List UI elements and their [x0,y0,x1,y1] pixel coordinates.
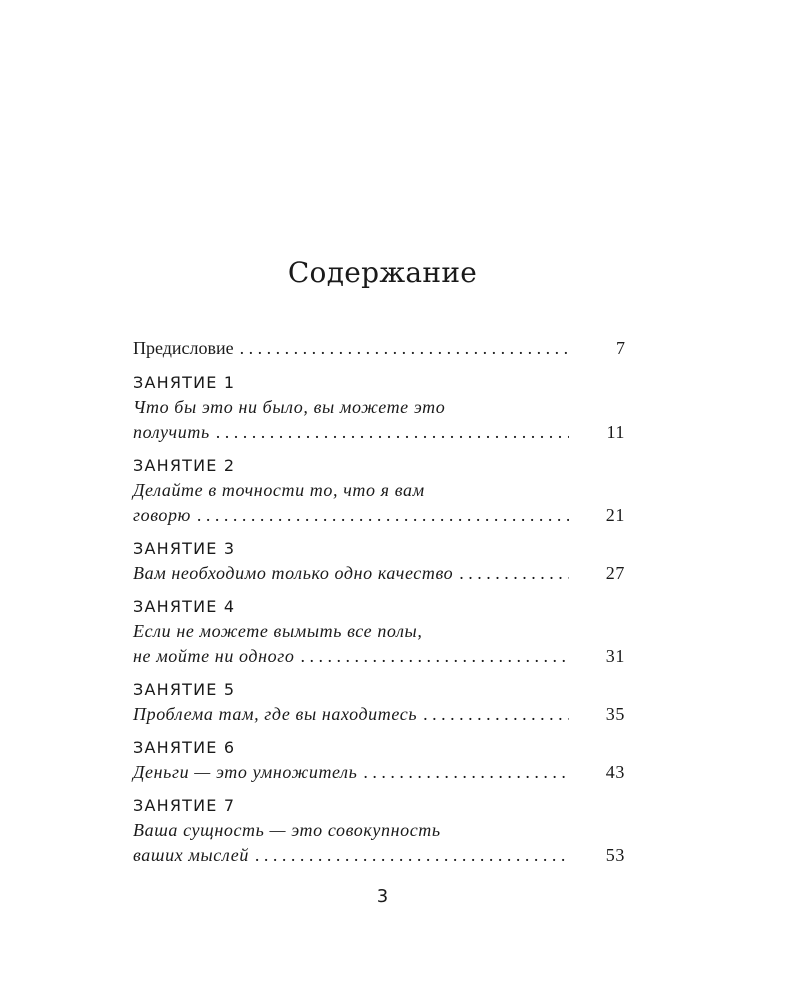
lesson-title-line: получить [133,422,210,442]
toc-entry-lesson-7[interactable] [133,794,625,868]
lesson-title-line: Если не можете вымыть все полы, [133,621,423,641]
lesson-list [133,371,625,868]
dot-leader [255,843,569,868]
dot-leader [240,336,569,361]
dot-leader [216,420,569,445]
toc-entry-title: Предисловие [133,338,234,358]
dot-leader [197,503,569,528]
dot-leader [363,760,569,785]
page-number: 3 [376,886,389,907]
toc-page-number: 7 [616,338,625,358]
toc-entry-lesson-2[interactable] [133,454,625,528]
lesson-label: ЗАНЯТИЕ 5 [133,680,236,699]
toc-entry-lesson-3[interactable] [133,537,625,586]
dot-leader [459,561,569,586]
lesson-label: ЗАНЯТИЕ 1 [133,373,236,392]
lesson-label: ЗАНЯТИЕ 2 [133,456,236,475]
table-of-contents [133,336,625,868]
lesson-title-line: Деньги — это умножитель [133,762,358,782]
toc-entry-lesson-6[interactable] [133,736,625,785]
lesson-title-line: Что бы это ни было, вы можете это [133,397,446,417]
lesson-title-line: Вам необходимо только одно качество [133,563,454,583]
lesson-label: ЗАНЯТИЕ 3 [133,539,236,558]
toc-entry-lesson-5[interactable] [133,678,625,727]
toc-page-number: 43 [605,762,625,782]
lesson-label: ЗАНЯТИЕ 7 [133,796,236,815]
toc-page-number: 35 [605,704,625,724]
lesson-title-line: говорю [133,505,191,525]
lesson-title-line: не мойте ни одного [133,646,295,666]
page-title: Содержание [287,256,478,289]
toc-page-number: 53 [605,845,625,865]
toc-page-number: 27 [605,563,625,583]
lesson-label: ЗАНЯТИЕ 6 [133,738,236,757]
lesson-title-line: Делайте в точности то, что я вам [133,480,425,500]
lesson-title-line: Ваша сущность — это совокупность [133,820,441,840]
toc-entry-preface[interactable] [133,336,625,361]
toc-page-number: 31 [605,646,625,666]
lesson-title-line: ваших мыслей [133,845,249,865]
toc-entry-lesson-1[interactable] [133,371,625,445]
dot-leader [300,644,569,669]
toc-page-number: 11 [606,422,625,442]
lesson-label: ЗАНЯТИЕ 4 [133,597,236,616]
lesson-title-line: Проблема там, где вы находитесь [133,704,418,724]
toc-entry-lesson-4[interactable] [133,595,625,669]
toc-page-number: 21 [605,505,625,525]
dot-leader [423,702,569,727]
